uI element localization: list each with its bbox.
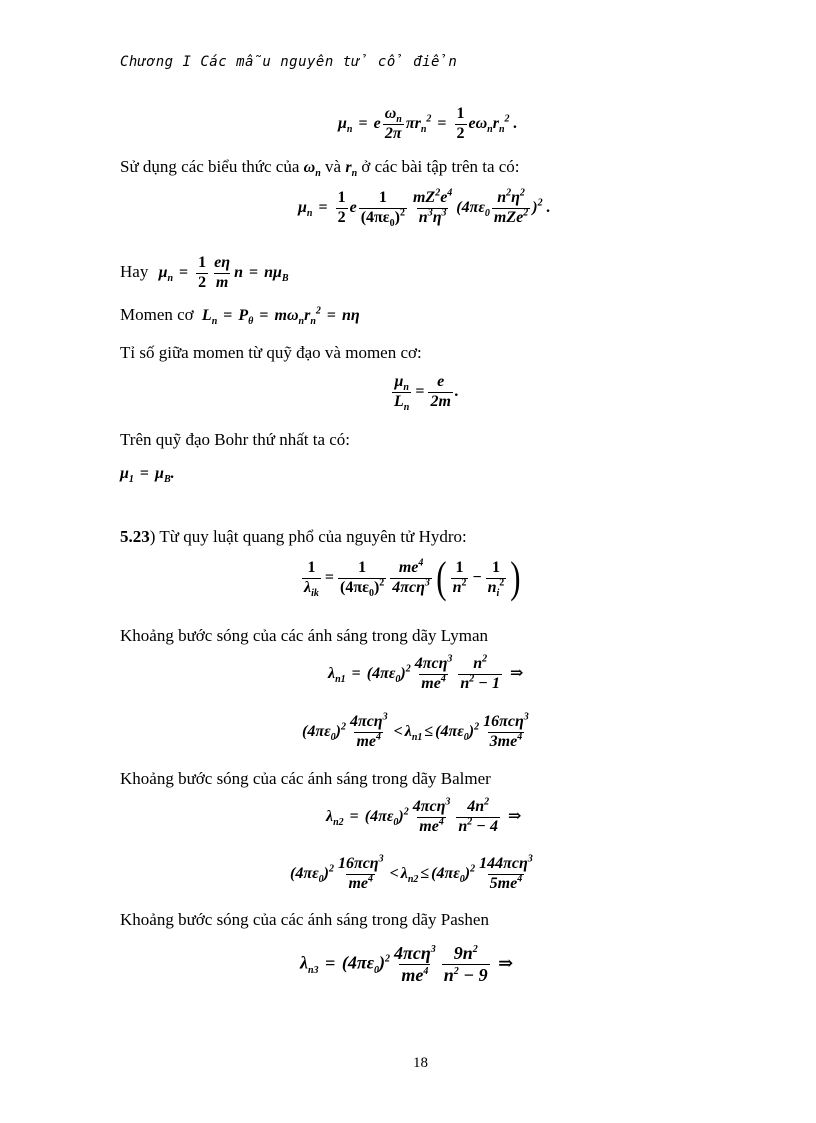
problem-number: 5.23 <box>120 527 150 546</box>
problem-5-23-intro: 5.23) Từ quy luật quang phổ của nguyên tử Hydro: <box>120 527 467 546</box>
text-uses-expressions: Sử dụng các biểu thức của $\omega_n$ và $r_n$ ở các bài tập trên ta có: <box>120 157 520 180</box>
text-lyman: Khoảng bước sóng của các ánh sáng trong dãy Lyman <box>120 626 489 645</box>
equation-hydrogen-spectrum: $\frac{1}{\lambda_{ik}}$ = $\frac{1}{(4\pi\varepsilon_0)^2}$ $\frac{me^4}{4\pi c\eta^3}$ ( $\frac{1}{n^2}$ − $\frac{1}{n_i^2}$ ) <box>304 553 521 602</box>
text-ratio-intro: Tỉ số giữa momen từ quỹ đạo và momen cơ: <box>120 343 422 362</box>
text-bohr-first-orbit: Trên quỹ đạo Bohr thứ nhất ta có: <box>120 430 351 449</box>
text-balmer: Khoảng bước sóng của các ánh sáng trong dãy Balmer <box>120 769 491 788</box>
equation-mu1-equals-muB: $\mu_1 = \mu_B$. <box>120 465 175 486</box>
page-number: 18 <box>413 1055 428 1071</box>
text-hay-line: Hay $\mu_n$ = $\frac{1}{2}$ $\frac{e\eta}{m}$ $n = n\mu_B$ <box>120 254 289 291</box>
equation-lyman-lambda: $\lambda_{n1} = (4\pi\varepsilon_0)^2$ $\frac{4\pi c\eta^3}{me^4}$ $\frac{n^2}{n^2 - 1}$ ⇒ <box>328 653 524 692</box>
text-paschen: Khoảng bước sóng của các ánh sáng trong dãy Pashen <box>120 910 489 929</box>
equation-mu-n-expanded: $\mu_n$ = $\frac{1}{2}$ e $\frac{1}{(4\pi\varepsilon_0)^2}$ $\frac{mZ^2e^4}{n^3\eta^3}$ ($4\pi\varepsilon_0$ $\frac{n^2\eta^2}{mZe^2}$ )$^2$ . <box>298 187 551 229</box>
equation-ratio: $\frac{\mu_n}{L_n}$ = $\frac{e}{2m}$ . <box>394 373 459 413</box>
equation-lyman-range: $(4\pi\varepsilon_0)^2$ $\frac{4\pi c\eta^3}{me^4}$ < $\lambda_{n1} \le (4\pi\varepsilon_0)^2$ $\frac{16\pi c\eta^3}{3me^4}$ <box>302 711 529 750</box>
text-momen-co: Momen cơ $L_n = P_\theta = m\omega_nr_n^2 = n\eta$ <box>120 305 360 328</box>
chapter-header: Chương I Các mẫu nguyên tử cổ điển <box>120 54 458 70</box>
equation-paschen-lambda: $\lambda_{n3} = (4\pi\varepsilon_0)^2$ $\frac{4\pi c\eta^3}{me^4}$ $\frac{9n^2}{n^2 - 9}$ ⇒ <box>300 943 514 985</box>
equation-balmer-range: $(4\pi\varepsilon_0)^2$ $\frac{16\pi c\eta^3}{me^4}$ < $\lambda_{n2} \le (4\pi\varepsilon_0)^2$ $\frac{144\pi c\eta^3}{5me^4}$ <box>290 853 533 892</box>
equation-magnetic-moment: $\mu_n = e$ $\frac{\omega_n}{2\pi}$ $\pi r_n^2$ = $\frac{1}{2}$ $e\omega_nr_n^2$ . <box>338 105 518 142</box>
equation-balmer-lambda: $\lambda_{n2} = (4\pi\varepsilon_0)^2$ $\frac{4\pi c\eta^3}{me^4}$ $\frac{4n^2}{n^2 - 4}$ ⇒ <box>326 796 522 835</box>
